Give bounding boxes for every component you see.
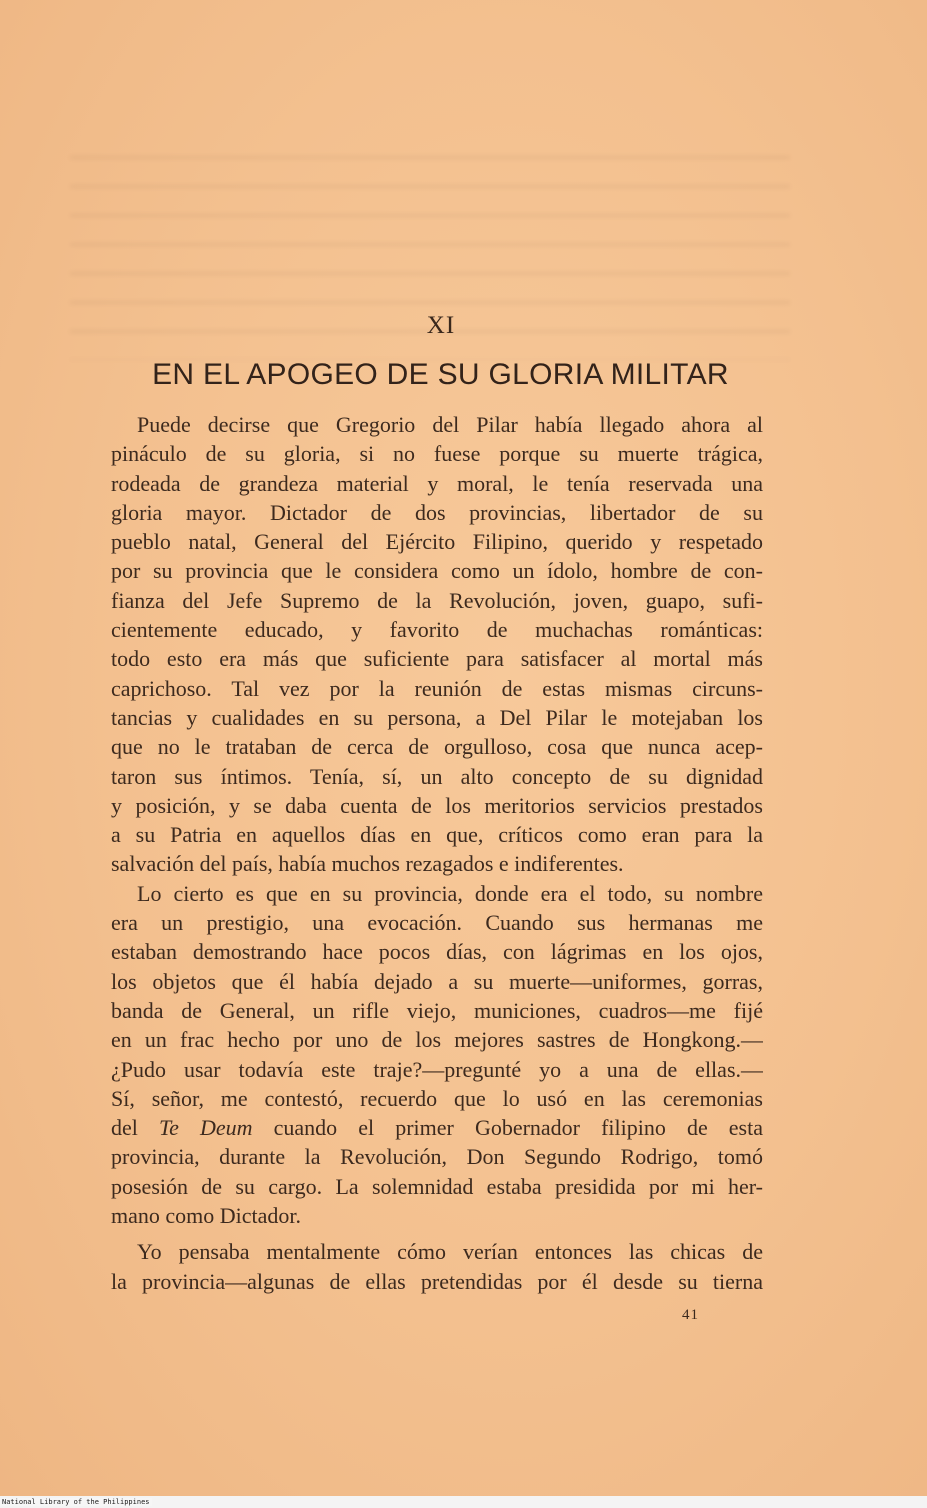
text-line: por su provincia que le considera como un ídolo, hombre de con- [111, 558, 763, 584]
text-line: a su Patria en aquellos días en que, críticos como eran para la [111, 822, 763, 848]
text-line: Puede decirse que Gregorio del Pilar había llegado ahora al [137, 412, 763, 437]
text-line: en un frac hecho por uno de los mejores sastres de Hongkong.— [111, 1027, 763, 1053]
text-line: caprichoso. Tal vez por la reunión de estas mismas circuns- [111, 675, 763, 701]
text-line: ¿Pudo usar todavía este traje?—pregunté yo a una de ellas.— [111, 1056, 763, 1082]
text-line: cientemente educado, y favorito de muchachas románticas: [111, 617, 763, 643]
text-run: del [111, 1115, 159, 1141]
text-line: salvación del país, había muchos rezagados e indiferentes. [111, 851, 624, 877]
italic-text: Te Deum [158, 1115, 253, 1141]
body-text [111, 410, 763, 1296]
text-line: banda de General, un rifle viejo, municiones, cuadros—me fijé [111, 997, 763, 1023]
text-line: tancias y cualidades en su persona, a Del Pilar le motejaban los [111, 704, 763, 730]
text-line: estaban demostrando hace pocos días, con lágrimas en los ojos, [111, 939, 763, 965]
chapter-number: XI [426, 312, 456, 339]
text-line: pináculo de su gloria, si no fuese porque su muerte trágica, [111, 441, 763, 467]
text-line: y posición, y se daba cuenta de los meritorios servicios prestados [111, 792, 763, 818]
page-number: 41 [682, 1307, 699, 1323]
text-line: los objetos que él había dejado a su muerte—uniformes, gorras, [111, 968, 763, 994]
text-line: Sí, señor, me contestó, recuerdo que lo usó en las ceremonias [111, 1085, 763, 1111]
text-line: pueblo natal, General del Ejército Filipino, querido y respetado [111, 529, 763, 555]
text-line: la provincia—algunas de ellas pretendidas por él desde su tierna [111, 1268, 763, 1294]
text-line: era un prestigio, una evocación. Cuando sus hermanas me [111, 910, 763, 936]
text-line: gloria mayor. Dictador de dos provincias, libertador de su [111, 499, 763, 525]
text-line: posesión de su cargo. La solemnidad estaba presidida por mi her- [111, 1173, 763, 1199]
text-line: Yo pensaba mentalmente cómo verían entonces las chicas de [137, 1239, 763, 1265]
text-line: rodeada de grandeza material y moral, le tenía reservada una [111, 470, 763, 496]
text-line: todo esto era más que suficiente para satisfacer al mortal más [111, 646, 763, 672]
text-line: provincia, durante la Revolución, Don Segundo Rodrigo, tomó [111, 1144, 763, 1170]
text-line: Lo cierto es que en su provincia, donde era el todo, su nombre [137, 880, 763, 906]
text-line: taron sus íntimos. Tenía, sí, un alto concepto de su dignidad [111, 763, 763, 789]
text-line: fianza del Jefe Supremo de la Revolución, joven, guapo, sufi- [111, 587, 763, 613]
text-run: cuando el primer Gobernador filipino de esta [252, 1115, 763, 1141]
text-line: que no le trataban de cerca de orgulloso, cosa que nunca acep- [111, 734, 763, 760]
text-line [111, 1113, 763, 1142]
text-line: mano como Dictador. [111, 1203, 302, 1229]
chapter-title: EN EL APOGEO DE SU GLORIA MILITAR [152, 358, 729, 391]
footer-credit: National Library of the Philippines [2, 1498, 150, 1506]
